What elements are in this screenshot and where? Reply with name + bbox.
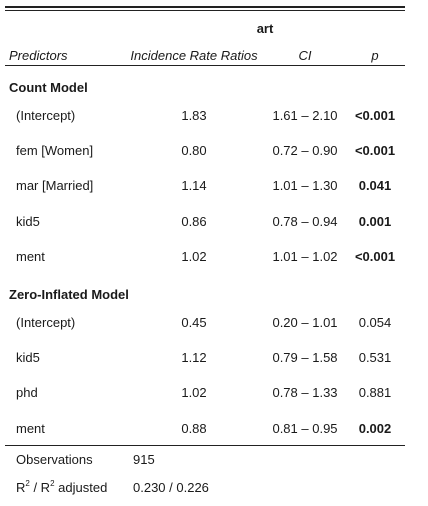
predictor-cell: kid5: [16, 213, 40, 229]
ci-cell: 0.81 – 0.95: [272, 420, 338, 436]
ci-cell: 1.01 – 1.02: [272, 248, 338, 264]
predictor-cell: mar [Married]: [16, 178, 94, 194]
top-rule-2: [5, 10, 405, 11]
irr-cell: 1.02: [181, 385, 207, 401]
observations-label: Observations: [16, 452, 93, 467]
ci-cell: 1.61 – 2.10: [272, 108, 338, 123]
irr-cell: 1.12: [181, 350, 207, 366]
ci-cell: 0.79 – 1.58: [272, 350, 338, 366]
p-value-cell: 0.041: [358, 178, 392, 194]
ci-cell: 0.78 – 1.33: [272, 385, 338, 401]
p-value-cell: <0.001: [354, 248, 396, 264]
header-predictors: Predictors: [9, 48, 68, 63]
header-irr: Incidence Rate Ratios: [130, 48, 258, 63]
irr-cell: 0.45: [181, 315, 207, 330]
p-value-cell: 0.054: [358, 315, 392, 330]
ci-cell: 0.78 – 0.94: [272, 213, 338, 229]
footer-rule: [5, 445, 405, 446]
p-value-cell: 0.881: [358, 385, 392, 401]
predictor-cell: ment: [16, 248, 45, 264]
section-title-zero-inflated-model: Zero-Inflated Model: [9, 287, 129, 302]
p-value-cell: 0.531: [358, 350, 392, 366]
irr-cell: 1.83: [181, 108, 207, 123]
header-ci: CI: [298, 48, 312, 63]
p-value-cell: <0.001: [354, 143, 396, 159]
p-value-cell: 0.001: [358, 213, 392, 229]
predictor-cell: kid5: [16, 350, 40, 366]
irr-cell: 1.14: [181, 178, 207, 194]
r2-label: $R^2 / R^2$ adjusted: [16, 478, 108, 495]
irr-cell: 0.88: [181, 420, 207, 436]
header-p: p: [371, 48, 379, 63]
r2-value: 0.230 / 0.226: [133, 480, 209, 495]
ci-cell: 1.01 – 1.30: [272, 178, 338, 194]
header-rule: [5, 65, 405, 66]
p-value-cell: <0.001: [354, 108, 396, 123]
top-rule-1: [5, 6, 405, 8]
predictor-cell: fem [Women]: [16, 143, 94, 159]
predictor-cell: phd: [16, 385, 38, 401]
irr-cell: 0.80: [181, 143, 207, 159]
predictor-cell: (Intercept): [16, 108, 76, 123]
predictor-cell: ment: [16, 420, 45, 436]
dependent-variable-label: art: [256, 21, 274, 36]
section-title-count-model: Count Model: [9, 80, 88, 95]
irr-cell: 0.86: [181, 213, 207, 229]
ci-cell: 0.72 – 0.90: [272, 143, 338, 159]
p-value-cell: 0.002: [358, 420, 392, 436]
predictor-cell: (Intercept): [16, 315, 76, 330]
irr-cell: 1.02: [181, 248, 207, 264]
observations-value: 915: [133, 452, 155, 467]
ci-cell: 0.20 – 1.01: [272, 315, 338, 330]
